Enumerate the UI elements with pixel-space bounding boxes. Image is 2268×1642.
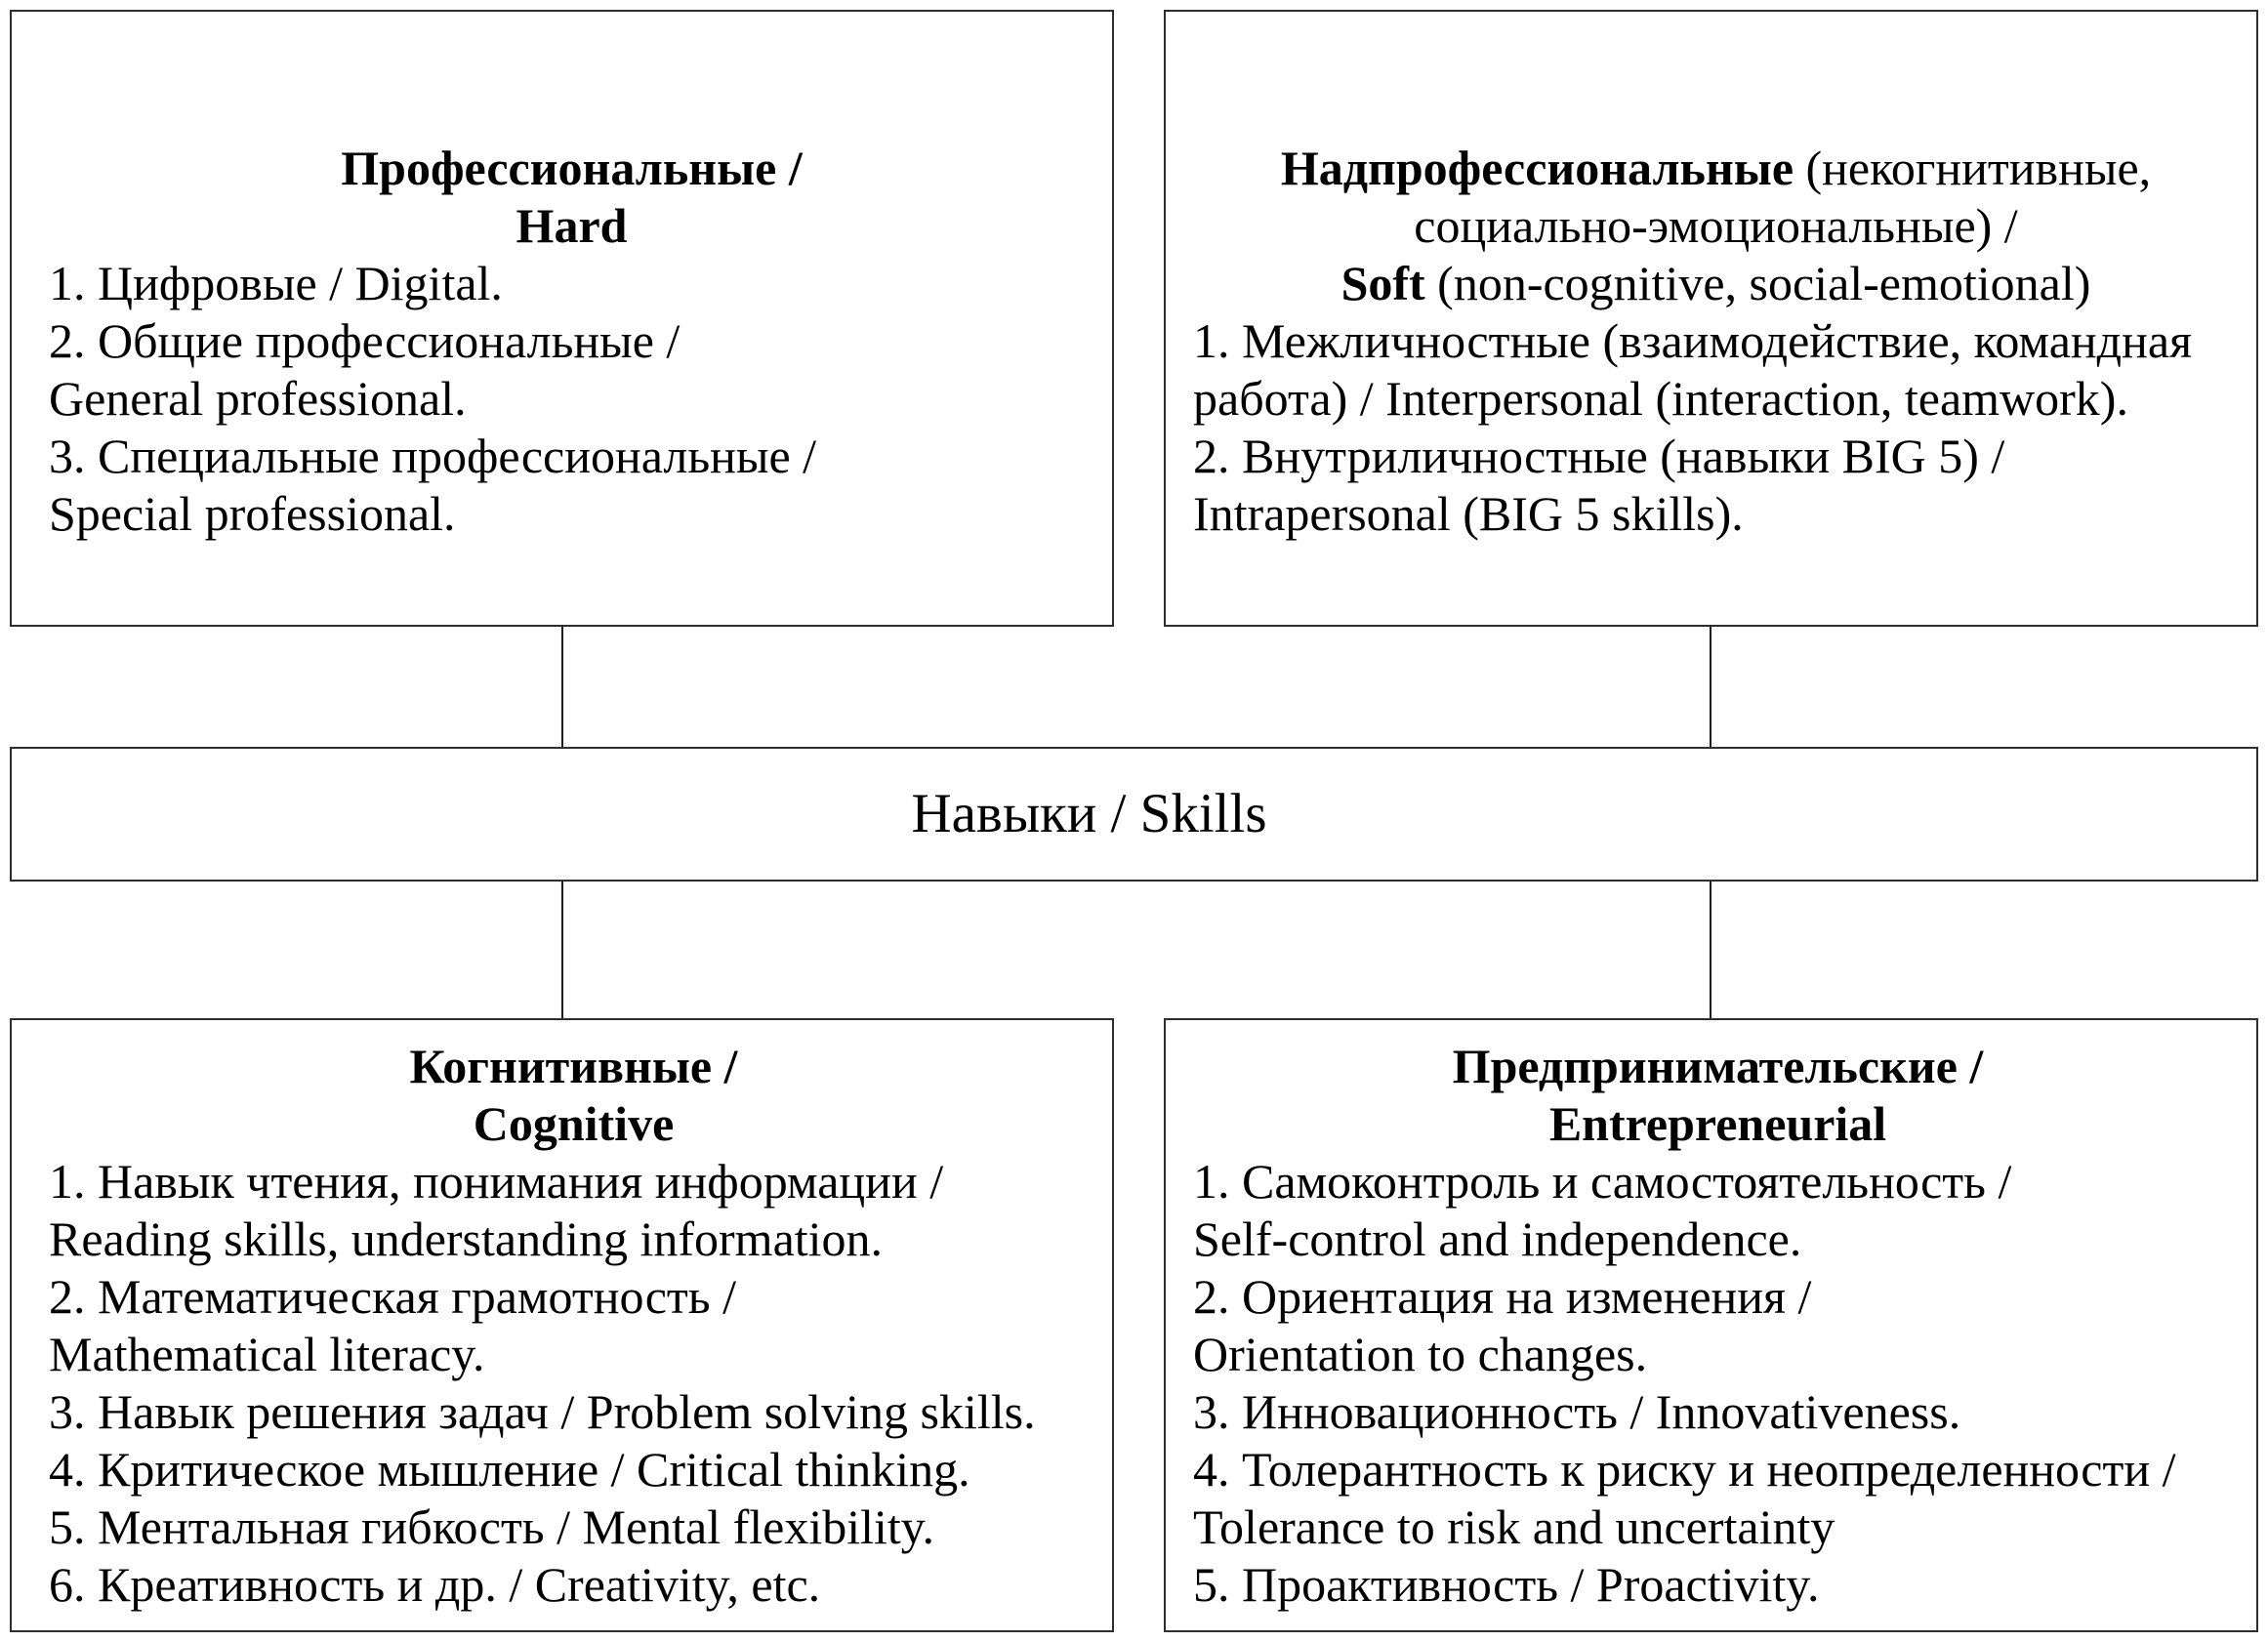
- text-line: 5. Проактивность / Proactivity.: [1193, 1557, 1820, 1612]
- text-line: 1. Межличностные (взаимодействие, командная: [1193, 313, 2193, 368]
- box-soft-skills-body: [1193, 312, 2239, 543]
- text-line: 6. Креативность и др. / Creativity, etc.: [49, 1557, 821, 1612]
- text-line: Reading skills, understanding information.: [49, 1211, 884, 1266]
- text-line: Mathematical literacy.: [49, 1327, 485, 1381]
- title-bold-segment: Soft: [1340, 256, 1425, 310]
- box-professional-hard: [10, 10, 1114, 627]
- box-cognitive: [10, 1018, 1114, 1632]
- connector-skills-to-entrepreneurial: [1710, 882, 1711, 1018]
- box-professional-hard-body: [49, 255, 1094, 543]
- text-line: работа) / Interpersonal (interaction, teamwork).: [1193, 371, 2128, 426]
- box-entrepreneurial-title: [1193, 1038, 2243, 1153]
- text-line: 3. Навык решения задач / Problem solving skills.: [49, 1384, 1036, 1439]
- text-line: Entrepreneurial: [1548, 1096, 1887, 1151]
- box-cognitive-body: [49, 1153, 1098, 1614]
- text-line: General professional.: [49, 371, 467, 426]
- connector-soft-to-skills: [1710, 627, 1711, 747]
- text-line: 2. Ориентация на изменения /: [1193, 1269, 1812, 1324]
- box-entrepreneurial: [1164, 1018, 2258, 1632]
- title-line: [1193, 255, 2239, 312]
- text-line: Cognitive: [473, 1096, 675, 1151]
- box-professional-hard-title: [49, 140, 1094, 255]
- text-line: Hard: [515, 198, 628, 253]
- connector-hard-to-skills: [561, 627, 563, 747]
- box-entrepreneurial-body: [1193, 1153, 2243, 1614]
- text-line: Профессиональные /: [341, 141, 803, 195]
- text-line: 2. Внутриличностные (навыки BIG 5) /: [1193, 429, 2005, 483]
- text-line: 2. Общие профессиональные /: [49, 313, 680, 368]
- box-soft-skills-title: [1193, 140, 2239, 312]
- title-regular-segment: (non-cognitive, social-emotional): [1424, 256, 2091, 310]
- text-line: Orientation to changes.: [1193, 1327, 1648, 1381]
- text-line: 1. Навык чтения, понимания информации /: [49, 1154, 944, 1209]
- box-skills-center: [10, 747, 2258, 882]
- text-line: 4. Критическое мышление / Critical thinking.: [49, 1442, 970, 1497]
- text-line: 3. Специальные профессиональные /: [49, 429, 817, 483]
- text-line: 3. Инновационность / Innovativeness.: [1193, 1384, 1961, 1439]
- connector-skills-to-cognitive: [561, 882, 563, 1018]
- title-regular-segment: социально-эмоциональные) /: [1414, 198, 2018, 253]
- title-regular-segment: (некогнитивные,: [1794, 141, 2152, 195]
- box-cognitive-title: [49, 1038, 1098, 1153]
- text-line: 2. Математическая грамотность /: [49, 1269, 736, 1324]
- text-line: Self-control and independence.: [1193, 1211, 1802, 1266]
- title-line: [1193, 197, 2239, 255]
- text-line: 1. Цифровые / Digital.: [49, 256, 503, 310]
- title-line: [1193, 140, 2239, 197]
- text-line: Предпринимательские /: [1452, 1039, 1984, 1093]
- text-line: 4. Толерантность к риску и неопределенности /: [1193, 1442, 2176, 1497]
- text-line: 5. Ментальная гибкость / Mental flexibility.: [49, 1499, 935, 1554]
- text-line: Intrapersonal (BIG 5 skills).: [1193, 486, 1744, 541]
- text-line: Special professional.: [49, 486, 456, 541]
- text-line: 1. Самоконтроль и самостоятельность /: [1193, 1154, 2012, 1209]
- box-soft-skills: [1164, 10, 2258, 627]
- skills-center-label: Навыки / Skills: [911, 783, 1267, 844]
- text-line: Когнитивные /: [409, 1039, 738, 1093]
- text-line: Tolerance to risk and uncertainty: [1193, 1499, 1835, 1554]
- title-bold-segment: Надпрофессиональные: [1280, 141, 1794, 195]
